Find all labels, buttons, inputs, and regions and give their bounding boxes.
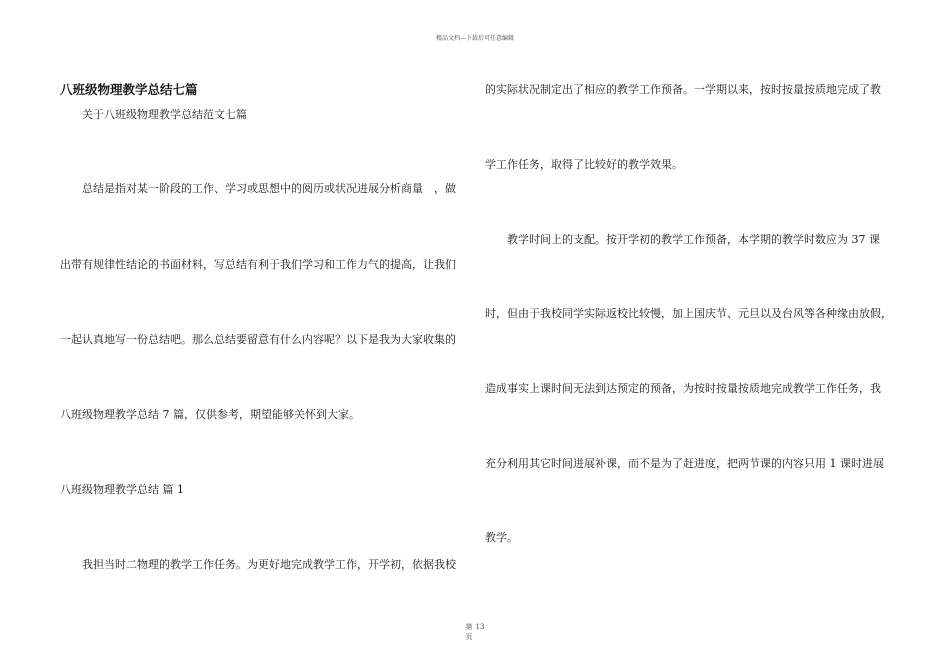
paragraph-line: 的实际状况制定出了相应的教学工作预备。一学期以来，按时按量按质地完成了教 [485,83,881,96]
right-column [475,0,950,672]
paragraph-line: 时，但由于我校同学实际返校比较慢，加上国庆节、元旦以及台风等各种缘由放假， [485,307,892,320]
page-header: 精品文档---下载后可任意编辑 [435,35,515,42]
paragraph-line: 我担当时二物理的教学工作任务。为更好地完成教学工作，开学初，依据我校 [82,558,456,571]
paragraph-line: 充分利用其它时间进展补课，而不是为了赶进度，把两节课的内容只用 1 课时进展 [485,457,884,470]
page-number-row [0,622,950,632]
section-heading: 八班级物理教学总结 篇 1 [60,483,184,496]
paragraph-line: 教学时间上的支配。按开学初的教学工作预备，本学期的教学时数应为 37 课 [507,233,880,246]
paragraph-line: 学工作任务，取得了比较好的教学效果。 [485,158,683,171]
page-number: 13 [475,623,485,631]
page-label-top: 第 [465,623,473,631]
paragraph-line: 出带有规律性结论的书面材料，写总结有利于我们学习和工作力气的提高，让我们 [60,258,456,271]
paragraph-line: 总结是指对某一阶段的工作、学习或思想中的阅历或状况进展分析商量 ，做 [82,182,456,195]
page-footer [0,622,950,642]
paragraph-line: 八班级物理教学总结 7 篇，仅供参考，期望能够关怀到大家。 [60,408,360,421]
paragraph-line: 教学。 [485,531,518,544]
paragraph-line: 造成事实上课时间无法到达预定的预备，为按时按量按质地完成教学工作任务，我 [485,382,881,395]
document-title: 八班级物理教学总结七篇 [60,82,198,97]
document-subtitle: 关于八班级物理教学总结范文七篇 [82,108,247,121]
paragraph-line: 一起认真地写一份总结吧。那么总结要留意有什么内容呢？以下是我为大家收集的 [60,333,456,346]
page-label-bottom: 页 [465,633,473,641]
